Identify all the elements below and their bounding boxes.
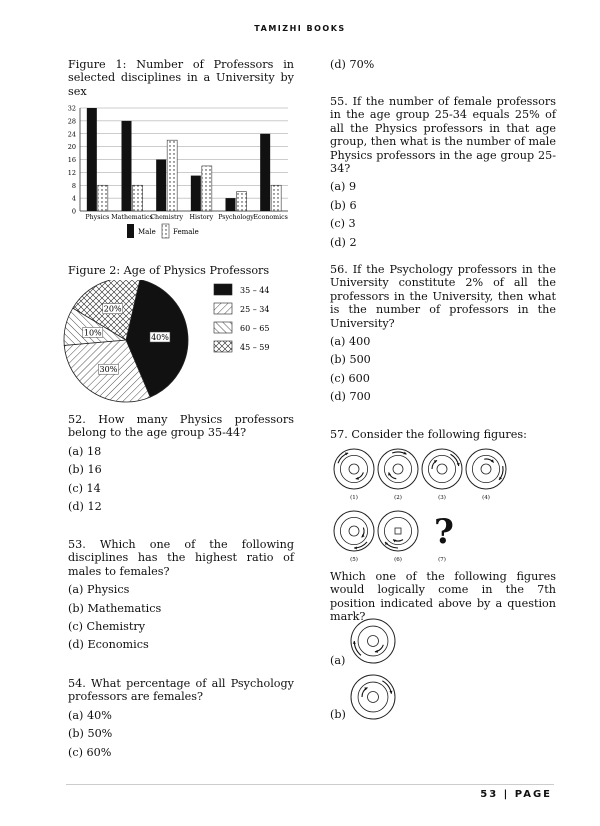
y-tick-label: 16: [67, 156, 76, 164]
q55-option-d: (d) 2: [330, 235, 357, 249]
q52-option-a: (a) 18: [68, 444, 102, 458]
q56-block: [330, 263, 556, 404]
x-tick-label: Economics: [253, 214, 288, 221]
page-header: TAMIZHI BOOKS: [254, 24, 346, 33]
figure-label: (3): [438, 495, 446, 501]
q57-followup: Which one of the following figures would logically come in the 7th position indicated above by a question mark?: [330, 570, 556, 624]
y-tick-label: 4: [71, 194, 76, 203]
x-tick-label: Psychology: [218, 214, 254, 221]
pie-data-label: 20%: [103, 304, 122, 314]
q53-block: [68, 538, 294, 652]
q56-question: 56. If the Psychology professors in the University constitute 2% of all the professors in the University, then what is the number of professors in the University?: [330, 263, 556, 330]
legend-label: 25 – 34: [240, 305, 270, 314]
pie-data-label: 10%: [83, 328, 102, 338]
y-tick-label: 8: [71, 181, 76, 190]
q54-option-c: (c) 60%: [68, 745, 112, 759]
figure-label: (5): [350, 557, 358, 563]
q52-option-c: (c) 14: [68, 481, 101, 495]
figure-label: (1): [350, 495, 358, 501]
figure2-pie-chart: [60, 280, 300, 408]
q57-option-b-label: (b): [330, 708, 346, 721]
pie-data-label: 30%: [99, 365, 118, 375]
inner-square: [395, 528, 401, 534]
q53-option-a: (a) Physics: [68, 583, 130, 597]
legend-label: 60 – 65: [240, 324, 270, 333]
q57-option-b-figure: [346, 670, 402, 726]
figure-label: (2): [394, 495, 402, 501]
curved-arrow: [432, 460, 437, 469]
legend-swatch: [214, 284, 232, 295]
middle-circle: [358, 626, 388, 656]
x-tick-label: Chemistry: [150, 214, 184, 221]
q54-option-b: (b) 50%: [68, 727, 113, 741]
q56-option-c: (c) 600: [330, 371, 370, 385]
inner-circle: [349, 526, 359, 536]
outer-circle: [351, 619, 395, 663]
legend-label-female: Female: [173, 228, 199, 236]
figure-label: (7): [438, 557, 446, 563]
pie-data-label: 40%: [151, 333, 169, 343]
inner-circle: [368, 692, 379, 703]
q54-block: [68, 677, 294, 759]
bar-female: [202, 166, 212, 211]
figure1-bar-chart: [60, 100, 296, 245]
q57-figure-series: [326, 444, 526, 568]
q52-block: [68, 413, 294, 513]
page-footer: 53 | PAGE: [480, 789, 552, 800]
bar-female: [98, 185, 108, 211]
inner-circle: [481, 464, 491, 474]
outer-circle: [351, 675, 395, 719]
footer-divider: [66, 784, 554, 785]
q54-question: 54. What percentage of all Psychology professors are females?: [68, 677, 294, 704]
legend-swatch-female: [162, 224, 169, 238]
bar-male: [191, 176, 201, 211]
bar-male: [122, 121, 132, 211]
bar-female: [167, 140, 177, 211]
bar-female: [271, 185, 281, 211]
bar-female: [133, 185, 143, 211]
legend-swatch: [214, 341, 232, 352]
figure-label: (4): [482, 495, 490, 501]
figure2-title: Figure 2: Age of Physics Professors: [68, 264, 270, 277]
q57-question: 57. Consider the following figures:: [330, 428, 527, 441]
q57-option-a-label: (a): [330, 654, 346, 667]
q55-option-a: (a) 9: [330, 180, 357, 194]
inner-circle: [368, 636, 379, 647]
inner-circle: [393, 464, 403, 474]
q55-option-c: (c) 3: [330, 217, 356, 231]
y-tick-label: 32: [67, 104, 76, 113]
q52-question: 52. How many Physics professors belong to the age group 35-44?: [68, 413, 294, 440]
x-tick-label: Mathematics: [111, 214, 153, 221]
q53-option-b: (b) Mathematics: [68, 601, 162, 615]
q56-option-a: (a) 400: [330, 335, 371, 349]
y-tick-label: 24: [67, 130, 76, 139]
figure1-title: Figure 1: Number of Professors in selected disciplines in a University by sex: [68, 58, 294, 98]
q53-option-d: (d) Economics: [68, 638, 149, 652]
q52-option-d: (d) 12: [68, 500, 102, 514]
legend-label: 45 – 59: [240, 343, 270, 352]
q54-option-a: (a) 40%: [68, 708, 112, 722]
inner-circle: [437, 464, 447, 474]
legend-swatch: [214, 322, 232, 333]
legend-label: 35 – 44: [240, 286, 270, 295]
q52-option-b: (b) 16: [68, 463, 102, 477]
bar-female: [237, 192, 247, 211]
bar-male: [87, 108, 97, 211]
y-tick-label: 20: [67, 143, 76, 152]
legend-swatch: [214, 303, 232, 314]
q53-option-c: (c) Chemistry: [68, 620, 146, 634]
y-tick-label: 12: [67, 168, 76, 177]
legend-swatch-male: [127, 224, 134, 238]
figure-label: (6): [394, 557, 402, 563]
y-tick-label: 28: [67, 117, 76, 126]
y-tick-label: 0: [71, 207, 76, 216]
q54-option-d: (d) 70%: [330, 58, 375, 71]
middle-circle: [384, 455, 411, 482]
curved-arrow: [362, 687, 368, 697]
q55-option-b: (b) 6: [330, 198, 357, 212]
x-tick-label: History: [189, 214, 214, 221]
legend-label-male: Male: [138, 228, 156, 236]
bar-male: [260, 134, 270, 211]
x-tick-label: Physics: [85, 214, 110, 221]
arrow-head: [354, 546, 357, 549]
arrow-head: [353, 641, 356, 644]
q55-question: 55. If the number of female professors in the age group 25-34 equals 25% of all the Physics professors in that age group, then what is the number of male Physics professors in the age group 25-34?: [330, 95, 556, 176]
q56-option-d: (d) 700: [330, 390, 371, 404]
q55-block: [330, 95, 556, 249]
bar-male: [226, 198, 236, 211]
middle-circle: [340, 455, 367, 482]
q57-option-a-figure: [346, 614, 402, 670]
bar-male: [156, 160, 166, 212]
middle-circle: [384, 517, 411, 544]
q56-option-b: (b) 500: [330, 353, 371, 367]
inner-circle: [349, 464, 359, 474]
middle-circle: [340, 517, 367, 544]
q57-question-mark: ?: [434, 512, 454, 552]
q53-question: 53. Which one of the following disciplines has the highest ratio of males to females?: [68, 538, 294, 578]
